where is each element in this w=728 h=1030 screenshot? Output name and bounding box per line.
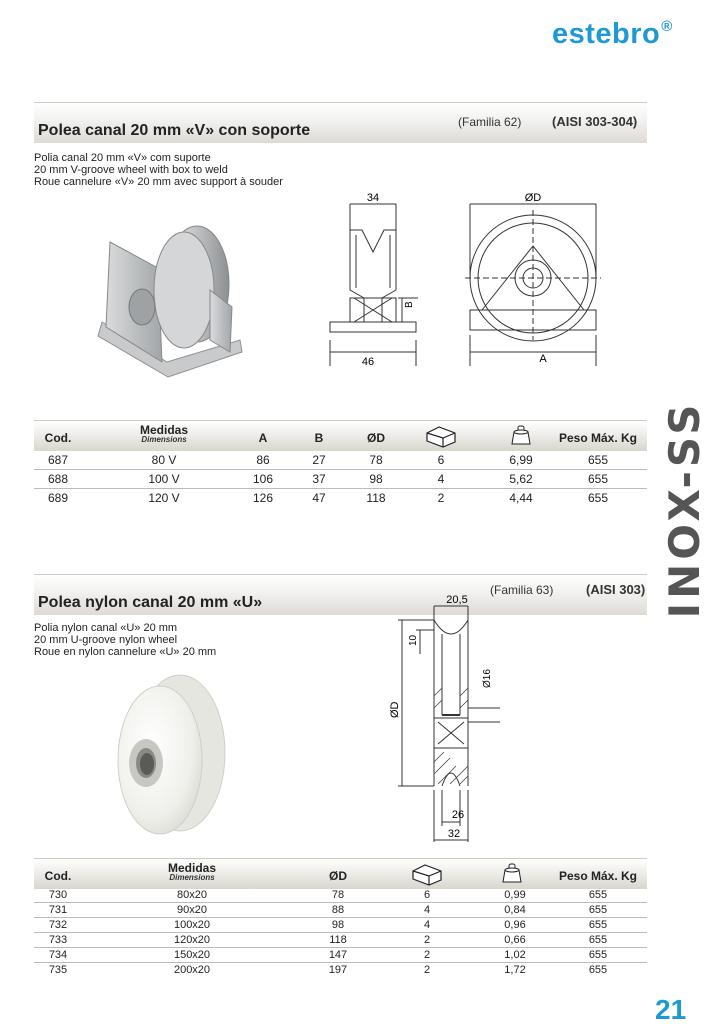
weight-icon (500, 862, 524, 886)
cell-box: 2 (423, 964, 431, 976)
cell-weight: 6,99 (509, 453, 533, 467)
desc-fr: Roue en nylon cannelure «U» 20 mm (34, 646, 217, 658)
col-peso: Peso Máx. Kg (558, 869, 638, 883)
cell-medidas: 80x20 (177, 889, 207, 901)
cell-cod: 688 (47, 472, 69, 486)
table1-header (34, 420, 647, 451)
dim-od: ØD (524, 192, 542, 204)
table-row (34, 918, 647, 933)
cell-cod: 689 (47, 491, 69, 505)
table-row (34, 489, 647, 507)
col-dimensions: Dimensions (141, 435, 187, 444)
dim-32: 32 (447, 828, 461, 840)
cell-box: 2 (437, 491, 445, 505)
dim-26: 26 (451, 809, 465, 821)
section2-title: Polea nylon canal 20 mm «U» (38, 594, 263, 611)
cell-a: 106 (252, 472, 274, 486)
box-icon (424, 424, 458, 448)
dim-46: 46 (361, 356, 375, 368)
cell-peso: 655 (588, 949, 608, 961)
table-row (34, 451, 647, 470)
dim-20-5: 20,5 (446, 594, 468, 606)
table-row (34, 470, 647, 489)
cell-od: 98 (331, 919, 345, 931)
cell-od: 118 (329, 934, 347, 946)
cell-box: 6 (423, 889, 431, 901)
cell-peso: 655 (588, 919, 608, 931)
section1-header (34, 102, 647, 143)
cell-a: 86 (256, 453, 270, 467)
cell-box: 2 (423, 949, 431, 961)
table-row (34, 903, 647, 918)
v-wheel-photo (92, 212, 252, 392)
cell-box: 2 (423, 934, 431, 946)
cell-medidas: 90x20 (177, 904, 207, 916)
cell-od: 88 (331, 904, 345, 916)
cell-weight: 5,62 (509, 472, 533, 486)
cell-peso: 655 (588, 904, 608, 916)
desc-pt: Polia canal 20 mm «V» com suporte (34, 152, 211, 164)
dim-a: A (539, 353, 547, 365)
cell-cod: 732 (48, 919, 68, 931)
dim-b: B (404, 301, 415, 308)
nylon-wheel-photo (98, 668, 238, 838)
table2-header (34, 858, 647, 889)
col-dimensions: Dimensions (169, 873, 215, 882)
section2-aisi: (AISI 303) (586, 582, 646, 597)
section1-description (34, 152, 283, 188)
cell-a: 126 (252, 491, 274, 505)
section1-title: Polea canal 20 mm «V» con soporte (38, 122, 311, 139)
table-row (34, 888, 647, 903)
col-cod: Cod. (44, 431, 72, 445)
cell-peso: 655 (588, 934, 608, 946)
cell-medidas: 200x20 (173, 964, 211, 976)
col-medidas: Medidas (139, 423, 188, 437)
cell-peso: 655 (588, 964, 608, 976)
col-b: B (314, 431, 324, 445)
cell-peso: 655 (588, 889, 608, 901)
brand-logo: estebro® (552, 18, 673, 50)
cell-cod: 730 (48, 889, 68, 901)
section2-header (34, 574, 647, 615)
col-peso: Peso Máx. Kg (558, 431, 638, 445)
cell-cod: 731 (48, 904, 68, 916)
cell-weight: 0,96 (504, 919, 526, 931)
cell-cod: 733 (48, 934, 68, 946)
cell-weight: 4,44 (509, 491, 533, 505)
cell-cod: 735 (48, 964, 68, 976)
desc-en: 20 mm V-groove wheel with box to weld (34, 164, 228, 176)
cell-peso: 655 (587, 453, 609, 467)
cell-box: 4 (437, 472, 445, 486)
col-od: ØD (367, 431, 385, 445)
cell-peso: 655 (587, 472, 609, 486)
table-row (34, 933, 647, 948)
cell-weight: 1,72 (504, 964, 526, 976)
cell-od: 78 (331, 889, 345, 901)
cell-box: 4 (423, 904, 431, 916)
cell-cod: 687 (47, 453, 69, 467)
page-number: 21 (655, 994, 687, 1025)
cell-weight: 0,99 (504, 889, 526, 901)
col-a: A (258, 431, 268, 445)
cell-b: 37 (312, 472, 326, 486)
desc-fr: Roue cannelure «V» 20 mm avec support à souder (34, 176, 283, 188)
box-icon (410, 862, 444, 886)
cell-od: 197 (328, 964, 348, 976)
dim-bore: Ø16 (482, 669, 493, 688)
v-wheel-side-drawing (328, 190, 428, 375)
col-cod: Cod. (44, 869, 72, 883)
table-row (34, 948, 647, 963)
cell-medidas: 120x20 (173, 934, 211, 946)
cell-b: 27 (312, 453, 326, 467)
cell-cod: 734 (48, 949, 68, 961)
cell-b: 47 (312, 491, 326, 505)
cell-od: 118 (366, 491, 386, 505)
series-side-label: INOX-SS (660, 400, 709, 619)
cell-od: 147 (328, 949, 348, 961)
cell-medidas: 120 V (148, 491, 180, 505)
cell-medidas: 80 V (151, 453, 177, 467)
weight-icon (509, 424, 533, 448)
section1-aisi: (AISI 303-304) (552, 114, 638, 129)
cell-box: 4 (423, 919, 431, 931)
cell-od: 98 (369, 472, 383, 486)
col-od: ØD (329, 869, 347, 883)
section2-description (34, 622, 216, 658)
dim-34: 34 (366, 192, 380, 204)
cell-weight: 0,66 (504, 934, 526, 946)
section2-family: (Familia 63) (490, 583, 554, 597)
nylon-wheel-drawing (382, 590, 507, 845)
cell-weight: 0,84 (504, 904, 526, 916)
cell-medidas: 100 V (148, 472, 180, 486)
v-wheel-front-drawing (460, 190, 610, 375)
cell-peso: 655 (587, 491, 609, 505)
desc-en: 20 mm U-groove nylon wheel (34, 634, 178, 646)
cell-od: 78 (369, 453, 383, 467)
section1-family: (Familia 62) (458, 115, 522, 129)
cell-box: 6 (437, 453, 445, 467)
cell-medidas: 150x20 (173, 949, 211, 961)
cell-medidas: 100x20 (173, 919, 211, 931)
dim-od2: ØD (389, 701, 401, 718)
dim-10: 10 (408, 634, 419, 646)
cell-weight: 1,02 (504, 949, 526, 961)
col-medidas: Medidas (167, 861, 216, 875)
desc-pt: Polia nylon canal «U» 20 mm (34, 622, 178, 634)
table-row (34, 963, 647, 977)
